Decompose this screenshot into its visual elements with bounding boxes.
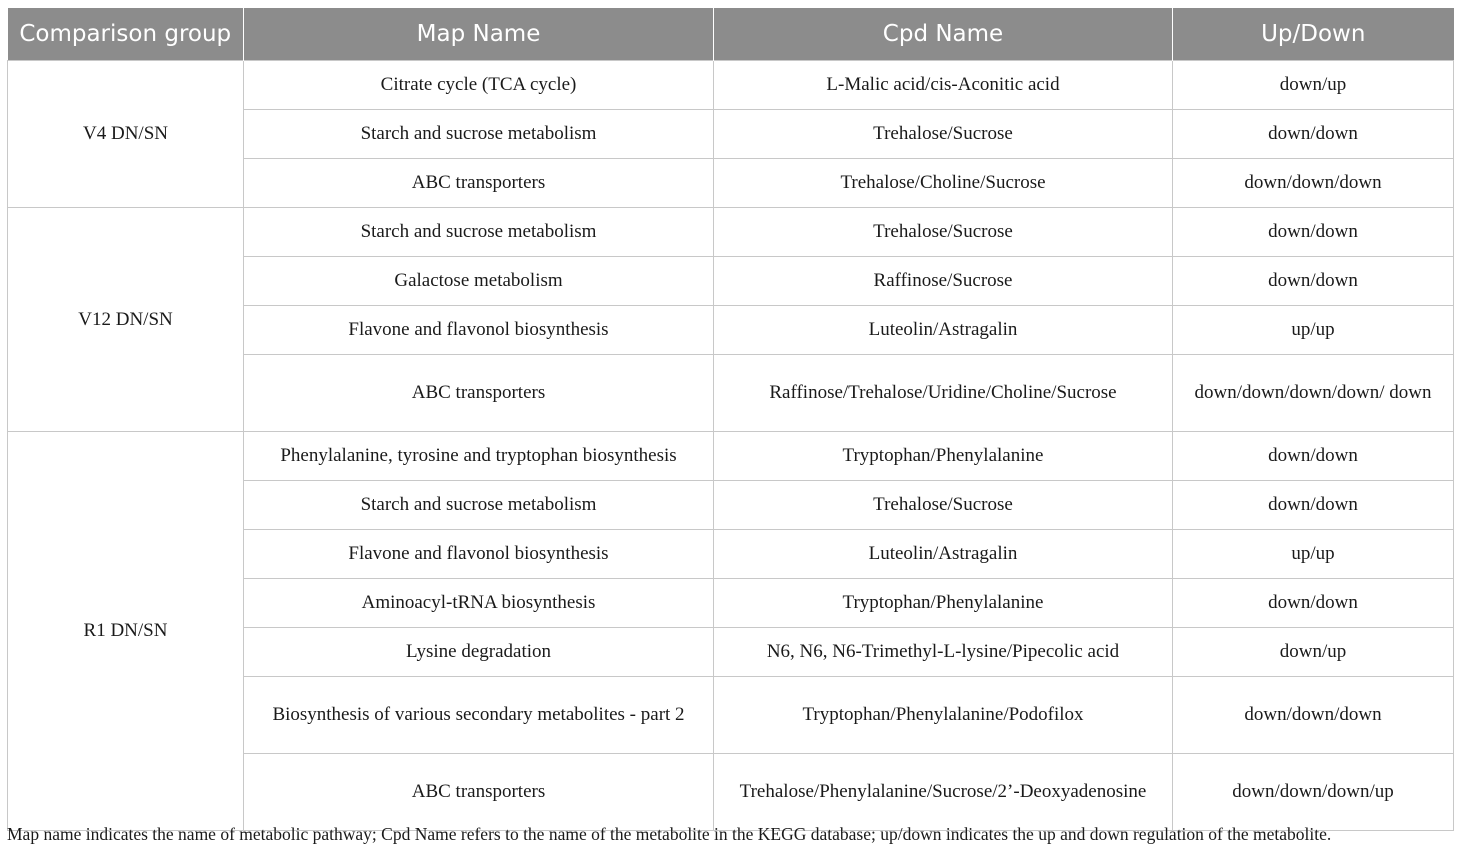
map-name-cell: Biosynthesis of various secondary metabolites - part 2 bbox=[244, 677, 714, 754]
cpd-name-cell: L-Malic acid/cis-Aconitic acid bbox=[714, 61, 1173, 110]
cpd-name-cell: N6, N6, N6-Trimethyl-L-lysine/Pipecolic acid bbox=[714, 628, 1173, 677]
map-name-cell: Flavone and flavonol biosynthesis bbox=[244, 530, 714, 579]
up-down-cell: down/down bbox=[1173, 579, 1454, 628]
up-down-cell: up/up bbox=[1173, 306, 1454, 355]
cpd-name-cell: Luteolin/Astragalin bbox=[714, 306, 1173, 355]
up-down-cell: down/down bbox=[1173, 481, 1454, 530]
table-row bbox=[8, 208, 1454, 257]
map-name-cell: Aminoacyl-tRNA biosynthesis bbox=[244, 579, 714, 628]
metabolite-table bbox=[7, 8, 1454, 831]
up-down-cell: down/down bbox=[1173, 208, 1454, 257]
map-name-cell: Citrate cycle (TCA cycle) bbox=[244, 61, 714, 110]
cpd-name-cell: Luteolin/Astragalin bbox=[714, 530, 1173, 579]
cpd-name-cell: Trehalose/Sucrose bbox=[714, 208, 1173, 257]
map-name-cell: ABC transporters bbox=[244, 355, 714, 432]
header-cpd-name: Cpd Name bbox=[714, 8, 1173, 61]
cpd-name-cell: Tryptophan/Phenylalanine bbox=[714, 432, 1173, 481]
map-name-cell: Starch and sucrose metabolism bbox=[244, 208, 714, 257]
header-map-name: Map Name bbox=[244, 8, 714, 61]
map-name-cell: Galactose metabolism bbox=[244, 257, 714, 306]
up-down-cell: down/down/down/up bbox=[1173, 754, 1454, 831]
up-down-cell: down/down bbox=[1173, 432, 1454, 481]
cpd-name-cell: Tryptophan/Phenylalanine/Podofilox bbox=[714, 677, 1173, 754]
up-down-cell: down/down bbox=[1173, 257, 1454, 306]
table-header-row bbox=[8, 8, 1454, 61]
up-down-cell: down/down/down bbox=[1173, 159, 1454, 208]
map-name-cell: Starch and sucrose metabolism bbox=[244, 481, 714, 530]
cpd-name-cell: Trehalose/Phenylalanine/Sucrose/2’-Deoxyadenosine bbox=[714, 754, 1173, 831]
cpd-name-cell: Raffinose/Sucrose bbox=[714, 257, 1173, 306]
map-name-cell: Starch and sucrose metabolism bbox=[244, 110, 714, 159]
header-up-down: Up/Down bbox=[1173, 8, 1454, 61]
cpd-name-cell: Raffinose/Trehalose/Uridine/Choline/Sucrose bbox=[714, 355, 1173, 432]
table-footnote: Map name indicates the name of metabolic pathway; Cpd Name refers to the name of the metabolite in the KEGG database; up/down indicates the up and down regulation of the metabolite. bbox=[7, 824, 1332, 844]
up-down-cell: down/down bbox=[1173, 110, 1454, 159]
table-row bbox=[8, 432, 1454, 481]
table-row bbox=[8, 61, 1454, 110]
cpd-name-cell: Trehalose/Sucrose bbox=[714, 110, 1173, 159]
cpd-name-cell: Trehalose/Choline/Sucrose bbox=[714, 159, 1173, 208]
map-name-cell: Lysine degradation bbox=[244, 628, 714, 677]
comparison-group-cell: R1 DN/SN bbox=[8, 432, 244, 831]
comparison-group-cell: V4 DN/SN bbox=[8, 61, 244, 208]
cpd-name-cell: Tryptophan/Phenylalanine bbox=[714, 579, 1173, 628]
up-down-cell: up/up bbox=[1173, 530, 1454, 579]
up-down-cell: down/up bbox=[1173, 628, 1454, 677]
cpd-name-cell: Trehalose/Sucrose bbox=[714, 481, 1173, 530]
comparison-group-cell: V12 DN/SN bbox=[8, 208, 244, 432]
up-down-cell: down/down/down bbox=[1173, 677, 1454, 754]
map-name-cell: Flavone and flavonol biosynthesis bbox=[244, 306, 714, 355]
map-name-cell: Phenylalanine, tyrosine and tryptophan biosynthesis bbox=[244, 432, 714, 481]
up-down-cell: down/down/down/down/ down bbox=[1173, 355, 1454, 432]
up-down-cell: down/up bbox=[1173, 61, 1454, 110]
header-comparison-group: Comparison group bbox=[8, 8, 244, 61]
map-name-cell: ABC transporters bbox=[244, 754, 714, 831]
map-name-cell: ABC transporters bbox=[244, 159, 714, 208]
metabolite-table-container bbox=[7, 8, 1453, 831]
